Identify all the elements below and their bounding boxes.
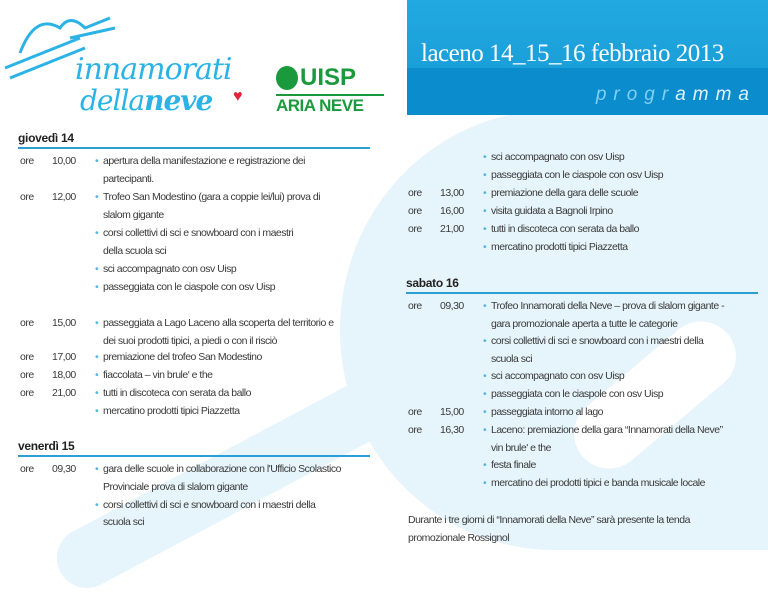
activity-text: slalom gigante — [103, 209, 164, 221]
time-label: 15,00 — [52, 317, 76, 329]
time-label: 13,00 — [440, 187, 464, 199]
activity-text: sci accompagnato con osv Uisp — [491, 370, 625, 382]
schedule-row — [0, 461, 380, 478]
ore-label: ore — [408, 406, 422, 418]
ore-label: ore — [408, 205, 422, 217]
activity-text: Provinciale prova di slalom gigante — [103, 481, 248, 493]
activity-text: fiaccolata – vin brule' e the — [103, 369, 213, 381]
activity-text: scuola sci — [491, 353, 533, 365]
schedule-row — [388, 457, 768, 474]
schedule-row — [388, 316, 768, 333]
activity-text: Laceno: premiazione della gara “Innamorati della Neve” — [491, 424, 723, 436]
activity-text: passeggiata con le ciaspole con osv Uisp — [491, 169, 664, 181]
time-label: 18,00 — [52, 369, 76, 381]
bullet-icon: • — [483, 424, 487, 436]
activity-text: vin brule' e the — [491, 442, 551, 454]
time-label: 17,00 — [52, 351, 76, 363]
activity-text: Trofeo Innamorati della Neve – prova di slalom gigante - — [491, 300, 725, 312]
schedule-row — [0, 279, 380, 296]
time-label: 12,00 — [52, 191, 76, 203]
innamorati-della-neve-logo: innamorati dellaneve ♥ — [0, 8, 260, 118]
bullet-icon: • — [95, 387, 99, 399]
schedule-row — [0, 189, 380, 206]
activity-text: sci accompagnato con osv Uisp — [491, 151, 625, 163]
ore-label: ore — [408, 187, 422, 199]
schedule-row — [0, 243, 380, 260]
bullet-icon: • — [483, 169, 487, 181]
activity-text: sci accompagnato con osv Uisp — [103, 263, 237, 275]
schedule-row — [0, 207, 380, 224]
time-label: 16,30 — [440, 424, 464, 436]
time-label: 09,30 — [52, 463, 76, 475]
ore-label: ore — [20, 463, 34, 475]
schedule-row — [388, 203, 768, 220]
footer-note: promozionale Rossignol — [408, 532, 510, 544]
day-header-venerdi: venerdì 15 — [18, 439, 370, 457]
activity-text: della scuola sci — [103, 245, 167, 257]
bullet-icon: • — [483, 187, 487, 199]
ore-label: ore — [20, 317, 34, 329]
bullet-icon: • — [95, 463, 99, 475]
bullet-icon: • — [95, 191, 99, 203]
schedule-row — [0, 349, 380, 366]
bullet-icon: • — [483, 300, 487, 312]
event-title: laceno 14_15_16 febbraio 2013 — [421, 40, 724, 67]
activity-text: passeggiata con le ciaspole con osv Uisp — [103, 281, 276, 293]
schedule-row — [388, 185, 768, 202]
activity-text: Trofeo San Modestino (gara a coppie lei/lui) prova di — [103, 191, 321, 203]
bullet-icon: • — [483, 370, 487, 382]
schedule-row — [388, 368, 768, 385]
activity-text: dei suoi prodotti tipici, a piedi o con il risciò — [103, 335, 277, 347]
day-header-giovedi: giovedì 14 — [18, 131, 370, 149]
bullet-icon: • — [483, 477, 487, 489]
schedule-row — [0, 385, 380, 402]
bullet-icon: • — [483, 241, 487, 253]
bullet-icon: • — [483, 335, 487, 347]
bullet-icon: • — [95, 263, 99, 275]
ore-label: ore — [408, 424, 422, 436]
bullet-icon: • — [95, 281, 99, 293]
time-label: 09,30 — [440, 300, 464, 312]
activity-text: mercatino prodotti tipici Piazzetta — [491, 241, 628, 253]
bullet-icon: • — [483, 406, 487, 418]
schedule-row — [0, 153, 380, 170]
schedule-row — [388, 440, 768, 457]
ore-label: ore — [20, 369, 34, 381]
uisp-logo: UISP ARIA NEVE — [272, 64, 388, 116]
schedule-row — [388, 422, 768, 439]
activity-text: passeggiata intorno al lago — [491, 406, 604, 418]
ore-label: ore — [20, 387, 34, 399]
schedule-row — [0, 403, 380, 420]
schedule-row — [0, 479, 380, 496]
time-label: 15,00 — [440, 406, 464, 418]
activity-text: premiazione del trofeo San Modestino — [103, 351, 262, 363]
schedule-row — [388, 351, 768, 368]
heart-icon: ♥ — [233, 88, 243, 105]
schedule-row — [0, 514, 380, 531]
activity-text: passeggiata con le ciaspole con osv Uisp — [491, 388, 664, 400]
activity-text: mercatino prodotti tipici Piazzetta — [103, 405, 240, 417]
activity-text: tutti in discoteca con serata da ballo — [491, 223, 639, 235]
activity-text: gara delle scuole in collaborazione con l'Ufficio Scolastico — [103, 463, 341, 475]
activity-text: scuola sci — [103, 516, 145, 528]
schedule-row — [388, 333, 768, 350]
ore-label: ore — [20, 351, 34, 363]
ore-label: ore — [408, 300, 422, 312]
schedule-row — [0, 333, 380, 350]
schedule-row — [388, 239, 768, 256]
activity-text: corsi collettivi di sci e snowboard con i maestri — [103, 227, 294, 239]
activity-text: premiazione della gara delle scuole — [491, 187, 639, 199]
schedule-row — [388, 404, 768, 421]
activity-text: festa finale — [491, 459, 536, 471]
day-header-sabato: sabato 16 — [406, 276, 758, 294]
bullet-icon: • — [483, 388, 487, 400]
schedule-right-column — [388, 0, 768, 554]
bullet-icon: • — [483, 459, 487, 471]
programma-label: programma — [595, 84, 756, 105]
time-label: 16,00 — [440, 205, 464, 217]
schedule-row — [0, 315, 380, 332]
bullet-icon: • — [483, 223, 487, 235]
schedule-row — [388, 167, 768, 184]
activity-text: visita guidata a Bagnoli Irpino — [491, 205, 613, 217]
schedule-left-column — [0, 0, 380, 554]
activity-text: corsi collettivi di sci e snowboard con i maestri della — [103, 499, 316, 511]
time-label: 21,00 — [52, 387, 76, 399]
ore-label: ore — [408, 223, 422, 235]
activity-text: partecipanti. — [103, 173, 154, 185]
schedule-row — [388, 475, 768, 492]
schedule-row — [0, 497, 380, 514]
schedule-row — [0, 261, 380, 278]
bullet-icon: • — [95, 499, 99, 511]
schedule-row — [0, 225, 380, 242]
bullet-icon: • — [95, 405, 99, 417]
schedule-row — [388, 386, 768, 403]
footer-note: Durante i tre giorni di “Innamorati della Neve” sarà presente la tenda — [408, 514, 690, 526]
time-label: 10,00 — [52, 155, 76, 167]
time-label: 21,00 — [440, 223, 464, 235]
activity-text: gara promozionale aperta a tutte le categorie — [491, 318, 678, 330]
bullet-icon: • — [95, 317, 99, 329]
bullet-icon: • — [95, 369, 99, 381]
activity-text: passeggiata a Lago Laceno alla scoperta del territorio e — [103, 317, 334, 329]
activity-text: tutti in discoteca con serata da ballo — [103, 387, 251, 399]
bullet-icon: • — [483, 205, 487, 217]
activity-text: corsi collettivi di sci e snowboard con i maestri della — [491, 335, 704, 347]
bullet-icon: • — [95, 227, 99, 239]
ore-label: ore — [20, 191, 34, 203]
schedule-row — [388, 298, 768, 315]
bullet-icon: • — [483, 151, 487, 163]
schedule-row — [0, 367, 380, 384]
ore-label: ore — [20, 155, 34, 167]
activity-text: apertura della manifestazione e registrazione dei — [103, 155, 305, 167]
schedule-row — [388, 149, 768, 166]
schedule-row — [0, 171, 380, 188]
bullet-icon: • — [95, 351, 99, 363]
schedule-row — [388, 221, 768, 238]
activity-text: mercatino dei prodotti tipici e banda musicale locale — [491, 477, 705, 489]
bullet-icon: • — [95, 155, 99, 167]
